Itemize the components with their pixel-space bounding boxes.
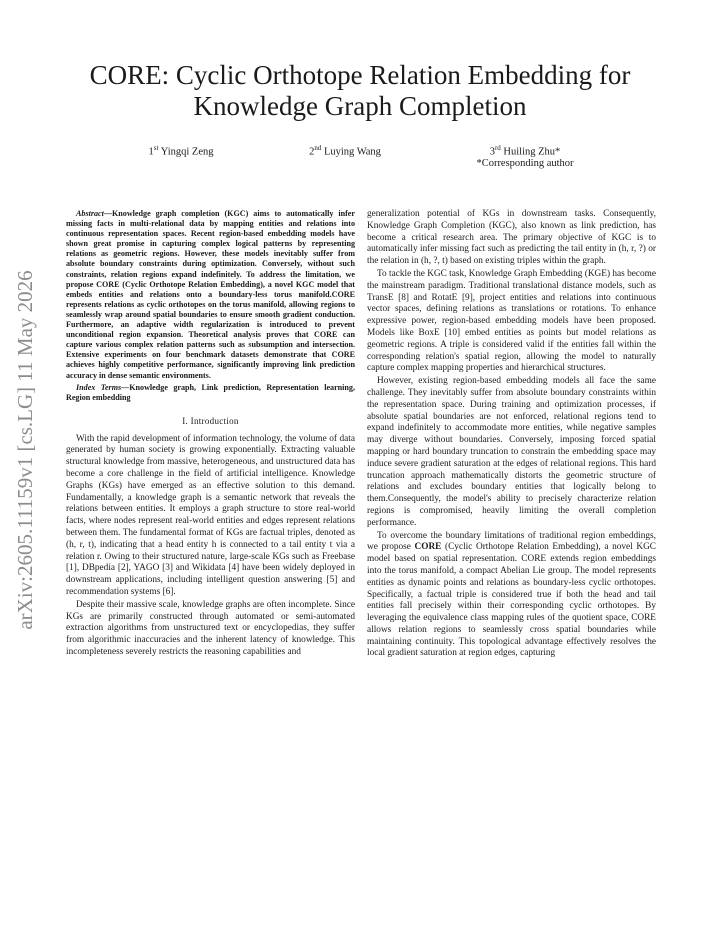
paper-title <box>60 60 660 122</box>
corresponding-author-note: *Corresponding author <box>476 157 574 169</box>
author-3 <box>450 144 600 169</box>
author-1-ordinal: 1 <box>148 146 154 158</box>
title-line-2: Knowledge Graph Completion <box>193 91 527 121</box>
author-1 <box>116 144 246 158</box>
index-terms <box>66 383 355 403</box>
left-column <box>66 209 355 660</box>
index-terms-text: —Knowledge graph, Link prediction, Representation learning, Region embedding <box>66 382 355 402</box>
right-column <box>367 209 656 661</box>
arxiv-stamp <box>2 255 46 645</box>
intro-paragraph-2: Despite their massive scale, knowledge graphs are often incomplete. Since KGs are primarily constructed through automated or semi-automated extraction algorithms from unstructured text or encyclopedias, they suffer from algorithmic inaccuracies and the inherent latency of knowledge. This incompleteness severely restricts the reasoning capabilities and <box>66 599 355 657</box>
abstract <box>66 209 355 381</box>
intro-paragraph-continued: generalization potential of KGs in downstream tasks. Consequently, Knowledge Graph Completion (KGC), also known as link prediction, has become a critical research area. The primary objective of KGC is to automatically infer missing fact such as predicting the tail entity in (h, r, ?) or the relation in (h, ?, t) based on existing triples within the graph. <box>367 209 656 267</box>
author-1-name: Yingqi Zeng <box>160 146 214 158</box>
core-model-name: CORE <box>414 542 442 553</box>
author-2 <box>280 144 410 158</box>
author-2-ordinal-suffix: nd <box>314 144 322 152</box>
author-3-name: Huiling Zhu* <box>503 146 561 158</box>
core-intro-text-b: (Cyclic Orthotope Relation Embedding), a novel KGC model based on spatial representation. CORE extends region embeddings into the torus manifold, a compact Abelian Lie group. The model represents entities as dynamic points and relations as boundary-less cyclic orthotopes. Specifically, a factual triple is considered true if both the head and tail entities fall precisely within their corresponding cyclic orthotopes. By leveraging the equivalence class mapping rules of the quotient space, CORE allows relation regions to seamlessly cross spatial boundaries while maintaining continuity. This topological advantage effectively resolves the local gradient saturation at region edges, capturing <box>367 542 656 659</box>
author-2-ordinal: 2 <box>309 146 315 158</box>
author-1-ordinal-suffix: st <box>153 144 159 152</box>
author-3-ordinal: 3 <box>489 146 495 158</box>
title-line-1: CORE: Cyclic Orthotope Relation Embedding for <box>89 60 631 90</box>
intro-paragraph-kge: To tackle the KGC task, Knowledge Graph Embedding (KGE) has become the mainstream paradigm. Traditional translational distance models, such as TransE [8] and RotatE [9], project entities and relations into continuous vector spaces, defining relations as translations or rotations. To enhance expressive power, region-based embedding models have been proposed. Models like BoxE [10] embed entities as points but model relations as geometric regions. A triple is considered valid if the entities fall within the corresponding relation's spatial region, allowing the model to naturally capture complex mapping properties and hierarchical structures. <box>367 268 656 374</box>
intro-paragraph-core <box>367 531 656 661</box>
arxiv-stamp-text: arXiv:2605.11159v1 [cs.LG] 11 May 2026 <box>13 270 37 630</box>
intro-paragraph-1: With the rapid development of information technology, the volume of data generated by human society is growing exponentially. Extracting valuable structural knowledge from massive, heterogeneous, and unstructured data has become a core challenge in the field of artificial intelligence. Knowledge Graphs (KGs) have emerged as an effective solution to this demand. Fundamentally, a knowledge graph is a semantic network that reveals the relations between entities. It employs a graph structure to store real-world facts, where nodes represent real-world entities and edges represent relations between them. The fundamental format of KGs are factual triples, denoted as (h, r, t), indicating that a head entity h is connected to a tail entity t via a relation r. Owing to their structured nature, large-scale KGs such as Freebase [1], DBpedia [2], YAGO [3] and Wikidata [4] have been widely deployed in downstream applications, including intelligent question answering [5] and recommendation systems [6]. <box>66 433 355 597</box>
index-terms-label: Index Terms <box>76 382 122 392</box>
author-2-name: Luying Wang <box>323 146 381 158</box>
abstract-text: —Knowledge graph completion (KGC) aims to automatically infer missing facts in multi-relational data by mapping entities and relations into continuous representation spaces. Recent region-based embedding models have shown great promise in capturing complex logical patterns by representing relations as geometric regions. However, these models inevitably suffer from absolute boundary constraints during optimization. Conversely, without such constraints, relation regions expand indefinitely. To address the limitation, we propose CORE (Cyclic Orthotope Relation Embedding), a novel KGC model that embeds entities and relations onto a boundary-less torus manifold.CORE represents relations as cyclic orthotopes on the torus manifold, allowing regions to seamlessly wrap around spatial boundaries to ensure smooth gradient conduction. Furthermore, an adaptive width regularization is introduced to prevent unconditional region expansion. Theoretical analysis proves that CORE can capture various complex relation patterns such as subsumption and intersection. Extensive experiments on four benchmark datasets demonstrate that CORE achieves highly competitive performance, significantly improving link prediction accuracy in dense semantic environments. <box>66 209 355 380</box>
core-intro-text-a: To overcome the boundary limitations of traditional region embeddings, we propose <box>367 530 656 553</box>
section-heading: I. Introduction <box>182 415 239 426</box>
abstract-label: Abstract <box>76 209 104 218</box>
intro-paragraph-challenge: However, existing region-based embedding models all face the same challenge. They inevitably suffer from absolute boundary constraints within the representation space. During training and optimization processes, if absolute spatial boundaries are not enforced, relational regions tend to expand indefinitely to accommodate more entities, while negative samples may diverge without boundaries. Conversely, imposing forced spatial mapping or hard boundary truncation to constrain the embedding space may induce severe gradient saturation at the edges of relational regions. This hard truncation approach mathematically distorts the geometric structure of relations and excludes boundary entities that logically belong to them.Consequently, the model's ability to precisely characterize relation regions is compromised, heavily limiting the overall completion performance. <box>367 376 656 528</box>
author-3-ordinal-suffix: rd <box>494 144 501 152</box>
